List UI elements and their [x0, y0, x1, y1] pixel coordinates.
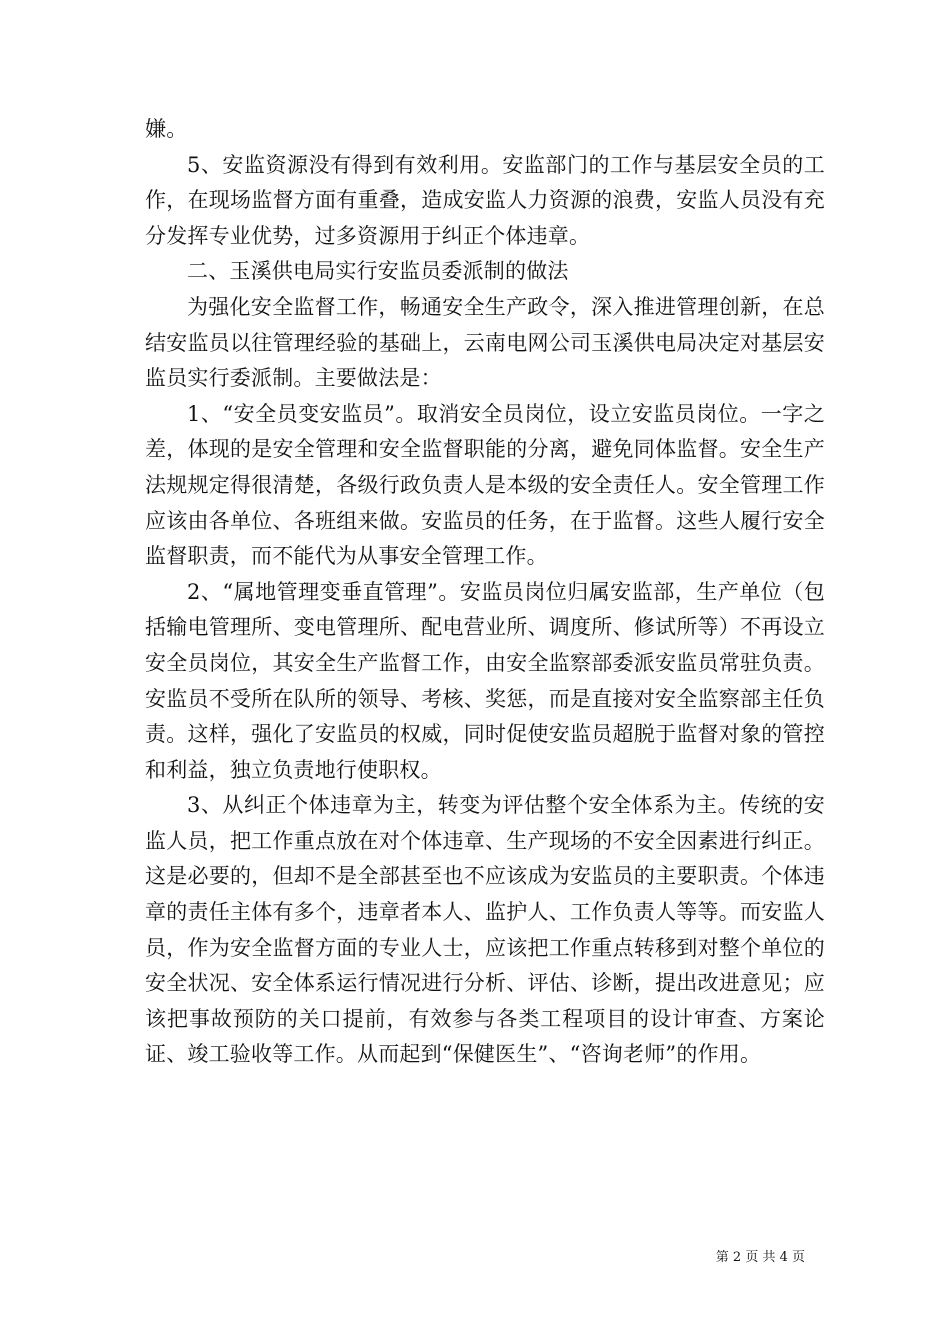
- paragraph-5: 1、“安全员变安监员”。取消安全员岗位，设立安监员岗位。一字之差，体现的是安全管理和安全监督职能的分离，避免同体监督。安全生产法规规定得很清楚，各级行政负责人是本级的安全责任人。安全管理工作应该由各单位、各班组来做。安监员的任务，在于监督。这些人履行安全监督职责，而不能代为从事安全管理工作。: [145, 401, 825, 569]
- page-number: 第 2 页 共 4 页: [715, 1250, 805, 1265]
- paragraph-4: 为强化安全监督工作，畅通安全生产政令，深入推进管理创新，在总结安监员以往管理经验的基础上，云南电网公司玉溪供电局决定对基层安监员实行委派制。主要做法是：: [145, 294, 825, 391]
- document-body: [145, 112, 825, 1073]
- paragraph-7: 3、从纠正个体违章为主，转变为评估整个安全体系为主。传统的安监人员，把工作重点放在对个体违章、生产现场的不安全因素进行纠正。这是必要的，但却不是全部甚至也不应该成为安监员的主要职责。个体违章的责任主体有多个，违章者本人、监护人、工作负责人等等。而安监人员，作为安全监督方面的专业人士，应该把工作重点转移到对整个单位的安全状况、安全体系运行情况进行分析、评估、诊断，提出改进意见；应该把事故预防的关口提前，有效参与各类工程项目的设计审查、方案论证、竣工验收等工作。从而起到“保健医生”、“咨询老师”的作用。: [145, 793, 825, 1067]
- paragraph-2: 5、安监资源没有得到有效利用。安监部门的工作与基层安全员的工作，在现场监督方面有重叠，造成安监人力资源的浪费，安监人员没有充分发挥专业优势，过多资源用于纠正个体违章。: [145, 152, 825, 248]
- paragraph-6: 2、“属地管理变垂直管理”。安监员岗位归属安监部，生产单位（包括输电管理所、变电管理所、配电营业所、调度所、修试所等）不再设立安全员岗位，其安全生产监督工作，由安全监察部委派安监员常驻负责。安监员不受所在队所的领导、考核、奖惩，而是直接对安全监察部主任负责。这样，强化了安监员的权威，同时促使安监员超脱于监督对象的管控和利益，独立负责地行使职权。: [145, 579, 825, 782]
- paragraph-1: 嫌。: [145, 117, 188, 141]
- section-heading: 二、玉溪供电局实行安监员委派制的做法: [187, 259, 569, 284]
